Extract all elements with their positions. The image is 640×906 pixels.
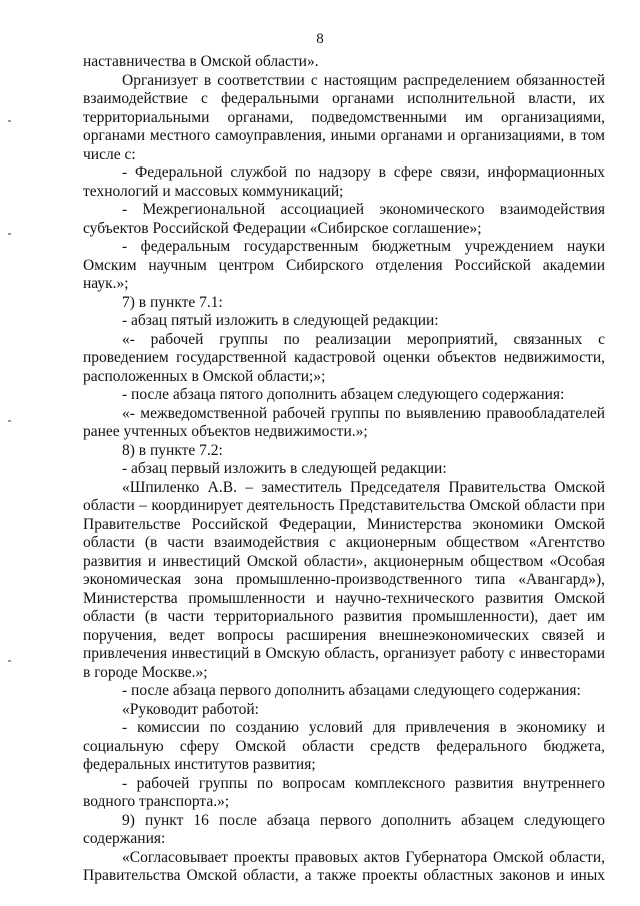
paragraph-item-7-sub-1: - абзац пятый изложить в следующей редакции: [122,312,439,329]
quote-approves-drafts: «Согласовывает проекты правовых актов Губернатора Омской области, Правительства Омской области, а также проекты областных законов и иных [83,848,605,884]
quote-cadastral-group: «- рабочей группы по реализации мероприятий, связанных с проведением государственной кадастровой оценки объектов недвижимости, расположенных в Омской области;»; [83,330,605,385]
paragraph-organizes-interaction: Организует в соответствии с настоящим распределением обязанностей взаимодействие с федеральными органами исполнительной власти, их территориальными органами, подведомственными им организациями, органами местного самоуправления, иными органами и организациями, в том числе с: [83,71,605,163]
paragraph-item-7: 7) в пункте 7.1: [122,293,223,311]
scan-artifact [8,120,11,122]
scan-artifact [8,660,11,662]
page-number: 8 [316,31,324,47]
scan-artifact [8,420,11,422]
list-item-omsk-science-center: - федеральным государственным бюджетным учреждением науки Омским научным центром Сибирского отделения Российской академии наук.»; [83,238,605,292]
list-item-federal-budget-commission: - комиссии по созданию условий для привлечения в экономику и социальную сферу Омской области средств федерального бюджета, федеральных институтов развития; [83,719,605,773]
list-item-roskomnadzor: - Федеральной службой по надзору в сфере связи, информационных технологий и массовых коммуникаций; [83,164,605,200]
quote-shpilenko-duties: «Шпиленко А.В. – заместитель Председателя Правительства Омской области – координирует деятельность Представительства Омской области при Правительстве Российской Федерации, Министерства экономики Омской области (в части взаимодействия с акционерным обществом «Агентство развития и инвестиций Омской области», акционерным обществом «Особая экономическая зона промышленно-производственного типа «Авангард»), Министерства промышленности и научно-технического развития Омской области (в части территориального развития промышленности), дает им поручения, ведет вопросы расширения внешнеэкономических связей и привлечения инвестиций в Омскую область, организует работу с инвесторами в городе Москве.»; [83,478,605,681]
quote-interdepartmental-group: «- межведомственной рабочей группы по выявлению правообладателей ранее учтенных объектов недвижимости.»; [83,404,605,440]
paragraph-continuation: наставничества в Омской области». [83,53,319,70]
paragraph-item-8-sub-2: - после абзаца первого дополнить абзацами следующего содержания: [122,682,581,699]
paragraph-item-9: 9) пункт 16 после абзаца первого дополнить абзацем следующего содержания: [83,811,605,847]
paragraph-item-7-sub-2: - после абзаца пятого дополнить абзацем следующего содержания: [122,386,565,403]
list-item-water-transport-group: - рабочей группы по вопросам комплексного развития внутреннего водного транспорта.»; [83,774,605,810]
document-body [83,53,605,886]
paragraph-item-8-sub-1: - абзац первый изложить в следующей редакции: [122,460,447,477]
quote-leads-work: «Руководит работой: [122,700,259,718]
paragraph-item-8: 8) в пункте 7.2: [122,441,223,459]
list-item-siberian-agreement: - Межрегиональной ассоциацией экономического взаимодействия субъектов Российской Федерации «Сибирское соглашение»; [83,201,605,237]
scan-artifact [8,233,11,235]
